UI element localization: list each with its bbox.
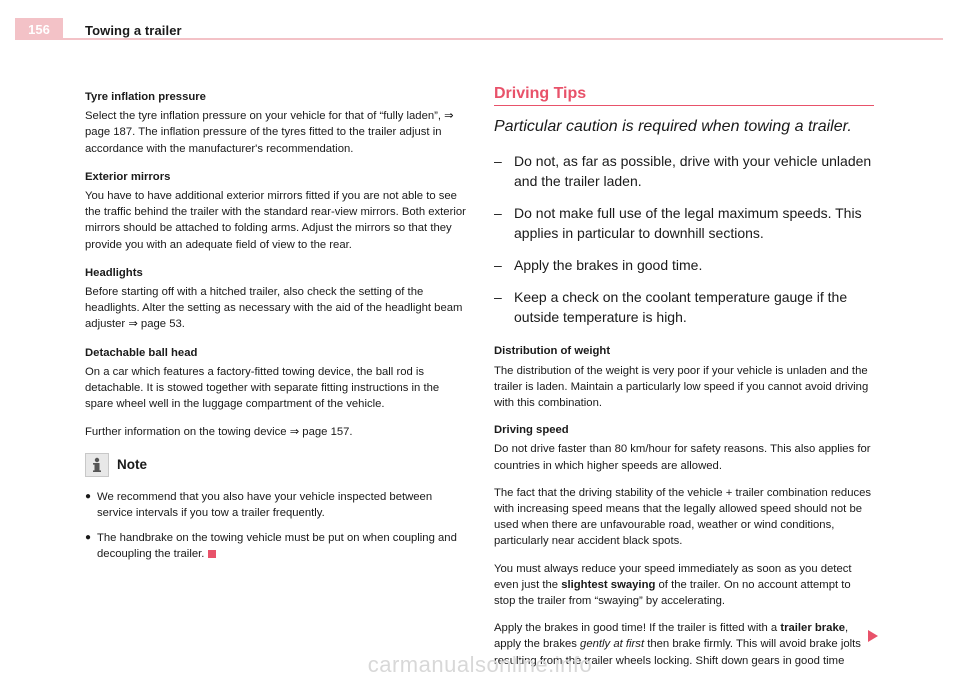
bullet-icon: ● [85,532,92,544]
section-body: Before starting off with a hitched trailer, also check the setting of the headlights. Alter the setting as necessary with the aid of the headlight beam adjuster ⇒ page 53. [85,286,463,331]
header-divider [15,38,943,40]
bullet-icon: ● [85,490,92,502]
note-bullet-text-wrap [97,530,470,562]
text-run: of the trailer. On no account attempt to stop the trailer from “swaying” by accelerating. [494,578,851,608]
driving-tips-title: Driving Tips [494,86,874,106]
tip-text: Do not make full use of the legal maximum speeds. This applies in particular to downhill sections. [514,205,862,242]
speed-para-3 [494,561,874,610]
next-page-arrow-icon[interactable] [867,629,879,648]
right-column [494,86,874,680]
note-title: Note [117,456,147,472]
section-body: On a car which features a factory-fitted towing device, the ball rod is detachable. It is stowed together with separate fitting instructions in the spare wheel well in the luggage compartment of the vehicle. [85,365,440,411]
tip-item [494,287,874,327]
note-bullet [85,530,470,562]
italic-text: gently at first [580,638,645,651]
tip-text: Keep a check on the coolant temperature gauge if the outside temperature is high. [514,289,848,326]
page-title: Towing a trailer [85,23,182,38]
tip-item [494,151,874,191]
tip-item [494,255,874,275]
watermark: carmanualsonline.info [367,652,593,677]
section-body: Select the tyre inflation pressure on your vehicle for that of “fully laden”, ⇒ page 187. The inflation pressure of the tyres fitted to the trailer adjust in accordance with the manufacturer's recommendation. [85,110,454,155]
emphasis-text: trailer brake [780,622,846,635]
text-run: then brake firmly. This will avoid brake jolts resulting from the trailer wheels locking. Shift down gears in good time [494,638,861,667]
dash-icon: – [494,205,502,222]
dash-icon: – [494,257,502,274]
section-headlights [85,265,470,333]
note-bullet-text: We recommend that you also have your vehicle inspected between service intervals if you tow a trailer frequently. [97,490,433,519]
section-body: You have to have additional exterior mirrors fitted if you are not able to see the traffic behind the trailer with the standard rear-view mirrors. Both exterior mirrors should be attached to folding arms. Adjust the mirrors so that they provide you with an adequate field of view to the rear. [85,190,466,251]
section-ball-head [85,345,470,413]
dash-icon: – [494,289,502,306]
further-info: Further information on the towing device ⇒ page 157. [85,426,353,439]
tip-text: Apply the brakes in good time. [514,257,703,274]
emphasis-text: slightest swaying [561,578,656,591]
left-column [85,89,470,571]
driving-tips-lead: Particular caution is required when towing a trailer. [494,118,852,136]
section-speed [494,422,874,669]
section-body: The distribution of the weight is very poor if your vehicle is unladen and the trailer is laden. Maintain a particularly low speed if you cannot avoid driving with this combination. [494,364,869,410]
section-exterior-mirrors [85,169,470,253]
note-bullet-text: The handbrake on the towing vehicle must be put on when coupling and decoupling the trailer. [97,532,457,561]
section-heading: Exterior mirrors [85,170,171,183]
text-run: Apply the brakes in good time! If the trailer is fitted with a [494,622,781,635]
section-heading: Headlights [85,266,143,279]
page-number: 156 [15,18,63,40]
note-icon [85,453,109,477]
section-tyre-pressure [85,89,470,157]
dash-icon: – [494,153,502,170]
section-heading: Tyre inflation pressure [85,91,206,103]
tip-text: Do not, as far as possible, drive with your vehicle unladen and the trailer laden. [514,153,872,190]
note-bullet [85,489,470,521]
speed-para-1: Do not drive faster than 80 km/hour for safety reasons. This also applies for countries in which higher speeds are allowed. [494,443,871,472]
text-run: , apply the brakes [494,622,849,651]
speed-para-2: The fact that the driving stability of the vehicle + trailer combination reduces with increasing speed means that the legally allowed speed should not be used when there are unfavourable road, weather or wind conditions, particularly near accident black spots. [494,486,872,548]
text-run: You must always reduce your speed immediately as soon as you detect even just the [494,562,852,591]
section-end-icon [208,550,216,558]
section-heading: Detachable ball head [85,346,198,359]
tip-item [494,203,874,243]
section-weight [494,343,874,411]
section-heading: Driving speed [494,424,569,437]
note-header [85,453,470,477]
section-heading: Distribution of weight [494,345,611,358]
page-header [0,0,960,40]
